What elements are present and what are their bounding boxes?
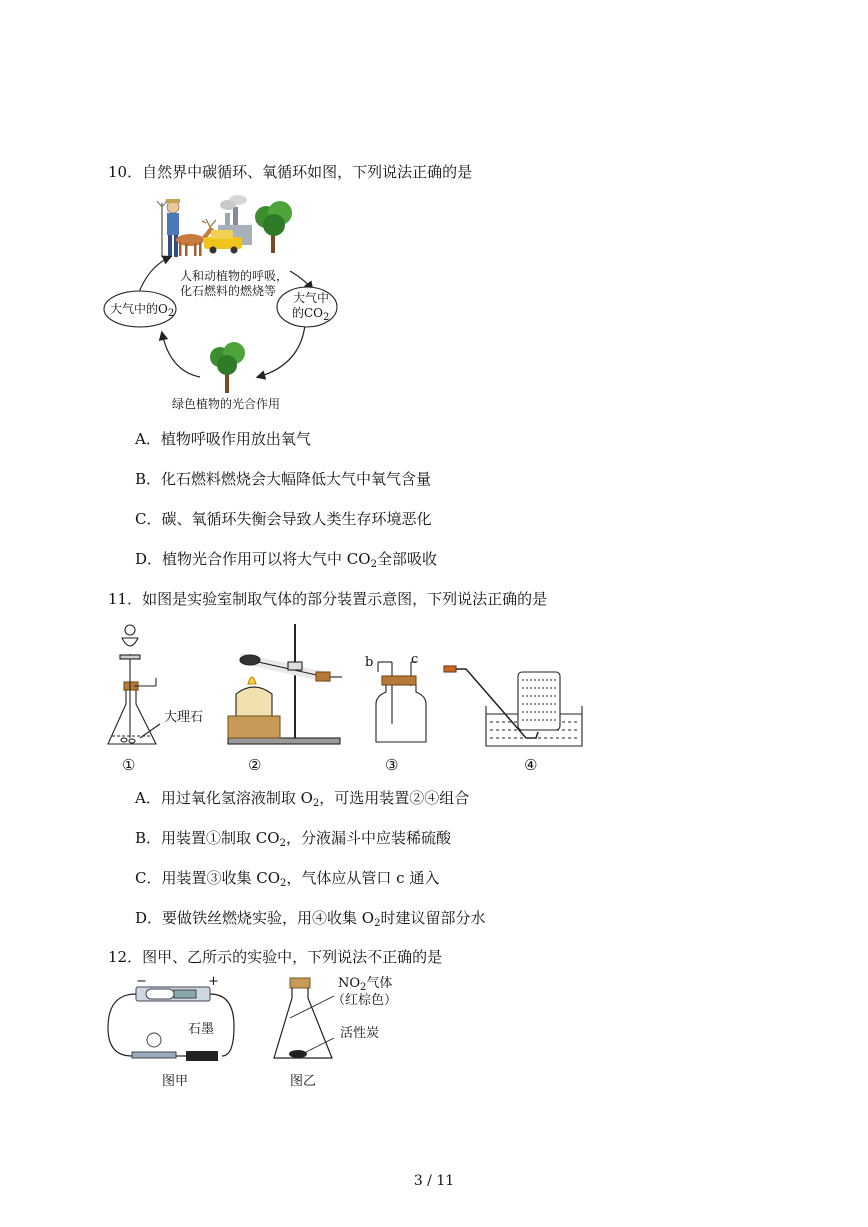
figure-b-caption: 图乙 xyxy=(290,1074,317,1089)
q12-stem: 12．图甲、乙所示的实验中，下列说法不正确的是 xyxy=(108,948,443,966)
device-2-heating xyxy=(228,624,342,744)
port-b-label: b xyxy=(365,655,374,670)
q11-option-b: B．用装置①制取 $CO_2$，分液漏斗中应装稀硫酸 xyxy=(135,829,451,849)
plus-pole-label: + xyxy=(208,974,219,989)
q10-option-d: D．植物光合作用可以将大气中 $CO_2$全部吸收 xyxy=(135,550,437,570)
respiration-label-2: 化石燃料的燃烧等 xyxy=(180,284,277,298)
marble-label: 大理石 xyxy=(164,710,204,725)
atmosphere-co2-node-2: 的$CO_2$ xyxy=(292,306,330,323)
tree-icon xyxy=(255,201,292,253)
q10-option-c: C．碳、氧循环失衡会导致人类生存环境恶化 xyxy=(135,510,432,528)
photosynthesis-label: 绿色植物的光合作用 xyxy=(172,397,281,411)
device-number-3: ③ xyxy=(385,756,399,774)
q10-stem: 10．自然界中碳循环、氧循环如图，下列说法正确的是 xyxy=(108,163,473,181)
device-number-2: ② xyxy=(248,756,262,774)
respiration-label-1: 人和动植物的呼吸， xyxy=(180,269,289,283)
minus-pole-label: − xyxy=(136,974,147,989)
graphite-label: 石墨 xyxy=(188,1022,215,1037)
circuit-svg xyxy=(104,978,244,1063)
q10-cycle-diagram xyxy=(100,195,340,420)
activated-carbon-label: 活性炭 xyxy=(340,1026,380,1041)
page-number: 3 / 11 xyxy=(413,1173,455,1189)
atmosphere-co2-node-1: 大气中 xyxy=(293,291,330,305)
device-4-trough xyxy=(444,666,582,746)
device-number-4: ④ xyxy=(524,756,538,774)
apparatus-svg xyxy=(100,620,590,780)
device-1-flask xyxy=(108,625,160,744)
atmosphere-o2-node: 大气中的$O_2$ xyxy=(110,302,175,319)
q11-stem: 11．如图是实验室制取气体的部分装置示意图，下列说法正确的是 xyxy=(108,590,548,608)
q12-figure-b xyxy=(270,972,430,1093)
tree-bottom-icon xyxy=(210,342,245,393)
q12-figure-a xyxy=(104,974,244,1093)
figure-a-caption: 图甲 xyxy=(162,1074,189,1089)
q11-option-a: A．用过氧化氢溶液制取 $O_2$，可选用装置②④组合 xyxy=(135,789,470,809)
q11-option-d: D．要做铁丝燃烧实验，用④收集 $O_2$时建议留部分水 xyxy=(135,909,486,929)
red-brown-label: （红棕色） xyxy=(332,993,398,1008)
device-number-1: ① xyxy=(122,756,136,774)
q11-option-c: C．用装置③收集 $CO_2$，气体应从管口 c 通入 xyxy=(135,869,440,889)
port-c-label: c xyxy=(411,652,419,667)
q11-apparatus-figure xyxy=(100,620,590,780)
q10-option-a: A．植物呼吸作用放出氧气 xyxy=(135,430,311,448)
no2-gas-label: $NO_2$气体 xyxy=(338,976,393,993)
farmer-icon xyxy=(157,199,180,257)
device-3-bottle xyxy=(376,662,426,742)
q10-option-b: B．化石燃料燃烧会大幅降低大气中氧气含量 xyxy=(135,470,432,488)
